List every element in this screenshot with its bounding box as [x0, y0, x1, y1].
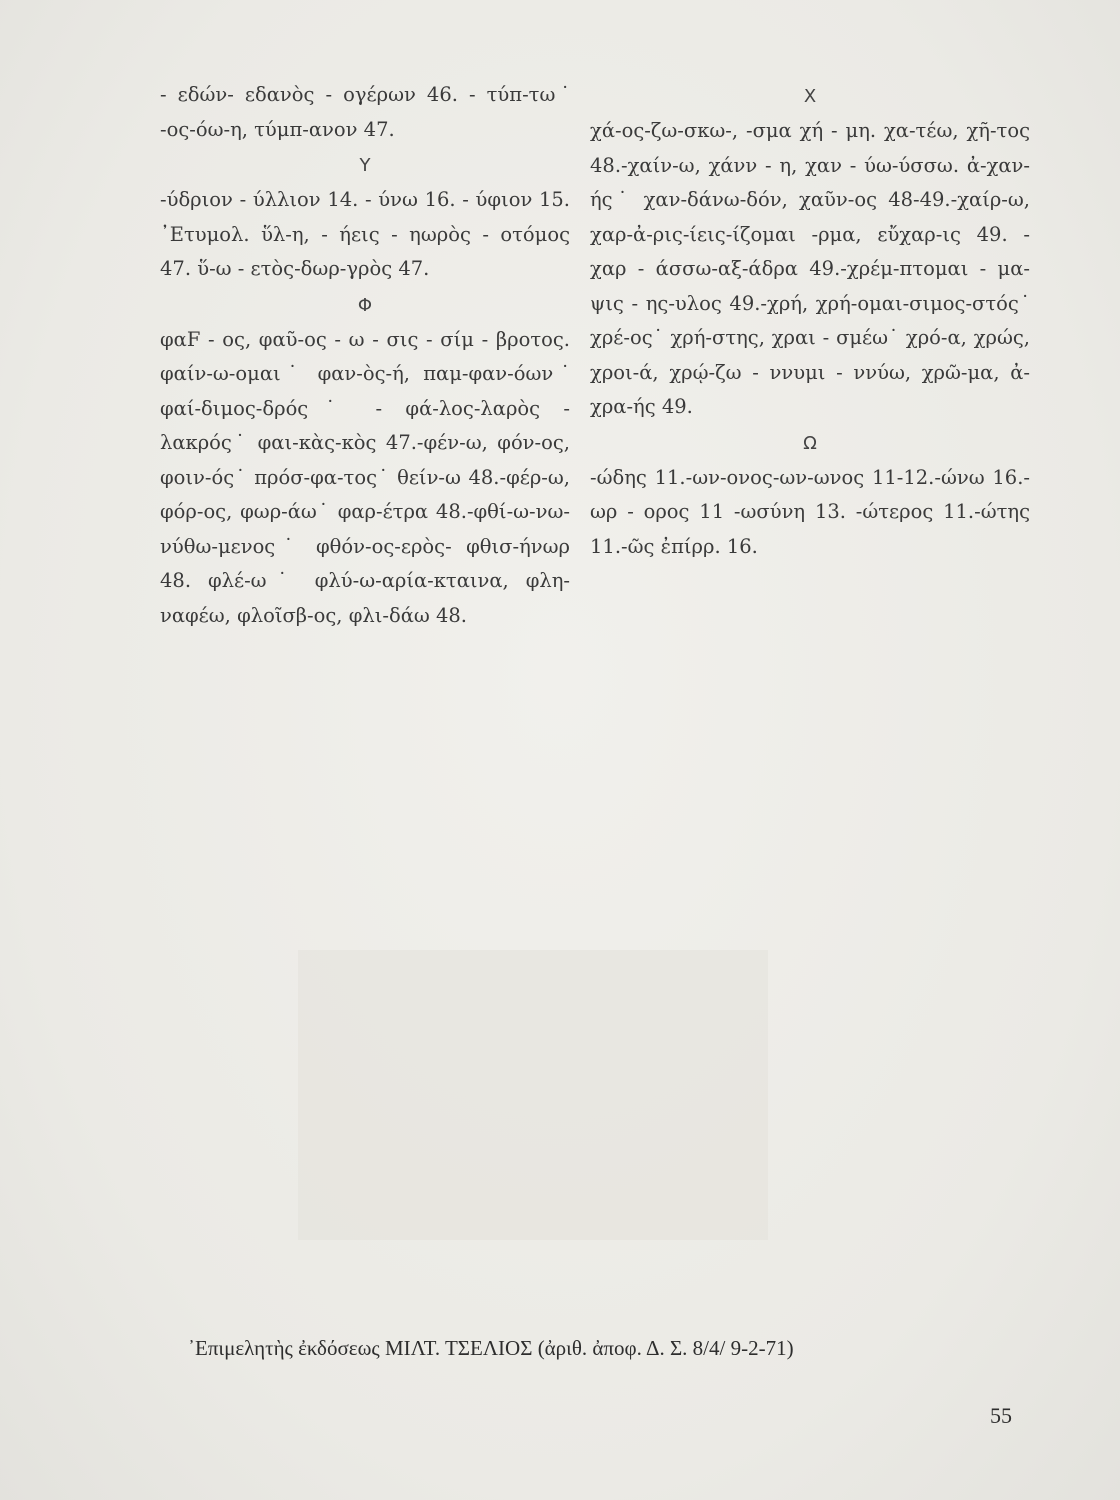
section-letter-omega: Ω: [803, 432, 817, 454]
right-column: [590, 78, 1030, 564]
section-letter-phi: Φ: [357, 294, 373, 316]
section-letter-upsilon: Υ: [359, 155, 371, 176]
section-text-phi: φαF - ος, φαῦ-ος - ω - σις - σίμ - βροτος. φαίν-ω-ομαι˙ φαν-ὸς-ή, παμ-φαν-όων˙ φαί-διμος-δρός˙ - φά-λος-λαρὸς - λακρός˙ φαι-κὰς-κὸς 47.-φέν-ω, φόν-ος, φοιν-ός˙ πρόσ-φα-τος˙ θείν-ω 48.-φέρ-ω, φόρ-ος, φωρ-άω˙ φαρ-έτρα 48.-φθί-ω-νω-νύθω-μενος˙ φθόν-ος-ερὸς- φθισ-ήνωρ 48. φλέ-ω˙ φλύ-ω-αρία-κταινα, φλη-ναφέω, φλοῖσβ-ος, φλι-δάω 48.: [160, 327, 570, 627]
intro-entry: - εδών- εδανὸς - ογέρων 46. - τύπ-τω˙ -ος-όω-η, τύμπ-ανον 47.: [160, 83, 570, 141]
editor-note: ᾿Επιμελητὴς ἐκδόσεως ΜΙΛΤ. ΤΣΕΛΙΟΣ (ἀριθ. ἀποφ. Δ. Σ. 8/4/ 9-2-71): [188, 1336, 794, 1360]
section-text-omega: -ώδης 11.-ων-ονος-ων-ωνος 11-12.-ώνω 16.-ωρ - ορος 11 -ωσύνη 13. -ώτερος 11.-ώτης 11.-ῶς ἐπίρρ. 16.: [590, 465, 1030, 558]
section-text-chi: χά-ος-ζω-σκω-, -σμα χή - μη. χα-τέω, χῆ-τος 48.-χαίν-ω, χάνν - η, χαν - ύω-ύσσω. ἀ-χαν-ής˙ χαν-δάνω-δόν, χαῦν-ος 48-49.-χαίρ-ω, χαρ-ἀ-ρις-ίεις-ίζομαι -ρμα, εὔχαρ-ις 49. - χαρ - άσσω-αξ-άδρα 49.-χρέμ-πτομαι - μα-ψις - ης-υλος 49.-χρή, χρή-ομαι-σιμος-στός˙ χρέ-ος˙ χρή-στης, χραι - σμέω˙ χρό-α, χρώς, χροι-ά, χρῴ-ζω - ννυμι - ννύω, χρῶ-μα, ἀ-χρα-ής 49.: [590, 119, 1030, 418]
section-text-upsilon: -ύδριον - ύλλιον 14. - ύνω 16. - ύφιον 15. ᾿Ετυμολ. ὕλ-η, - ήεις - ηωρὸς - οτόμος 47. ὕ-ω - ετὸς-δωρ-γρὸς 47.: [160, 188, 570, 280]
left-column: [160, 78, 570, 633]
faded-printed-block: [298, 950, 768, 1240]
section-letter-chi: Χ: [803, 86, 817, 107]
page-number: 55: [990, 1403, 1012, 1428]
